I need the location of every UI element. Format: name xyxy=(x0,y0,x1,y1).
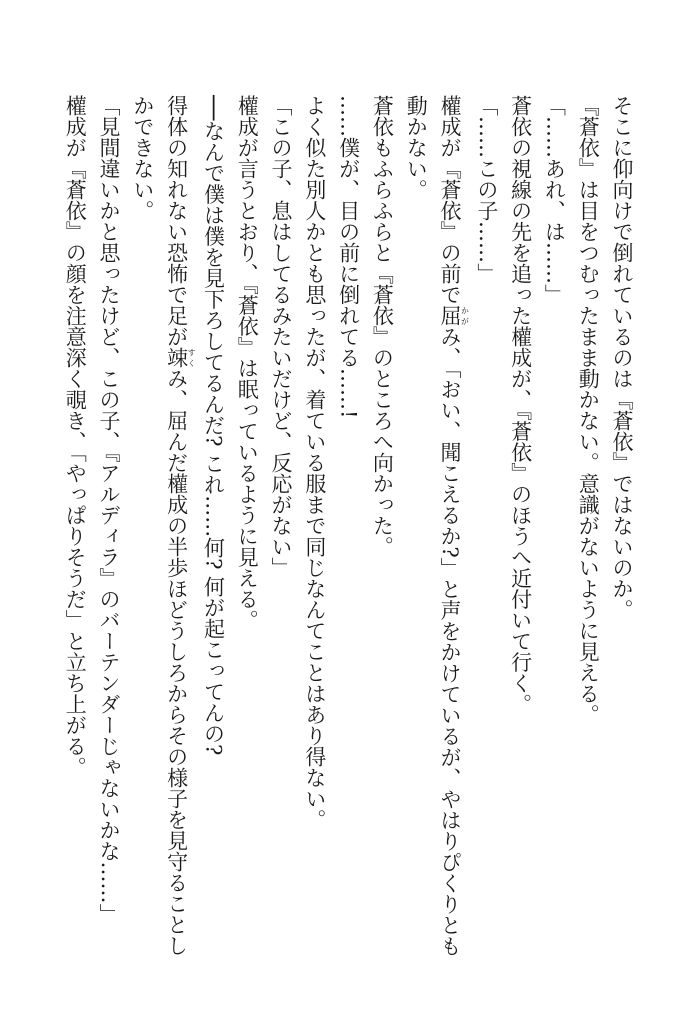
text-line: 「見間違いかと思ったけど、この子、『アルディラ』のバーテンダーじゃないかな……」 xyxy=(97,95,122,925)
furigana-ruby: 屈かが xyxy=(438,305,470,326)
text-line: 『蒼依』は目をつむったまま動かない。意識がないように見える。 xyxy=(576,95,601,725)
text-line: よく似た別人かとも思ったが、着ている服まで同じなんてことはあり得ない。 xyxy=(302,95,327,830)
text-line: 蒼依の視線の先を追った權成が、『蒼依』のほうへ近付いて行く。 xyxy=(508,95,533,715)
text-line: ──なんで僕は僕を見下ろしてるんだ? これ……何? 何が起こってんの? xyxy=(201,95,226,756)
text-line: 「……この子……」 xyxy=(474,95,499,284)
text-line: ……僕が、目の前に倒れてる……! xyxy=(336,95,361,419)
text-line: 「……あれ、は……」 xyxy=(542,95,567,305)
text-line: 「この子、息はしてるみたいだけど、反応がない」 xyxy=(269,95,294,578)
furigana-reading: すく xyxy=(187,347,197,368)
text-line: 權成が言うとおり、『蒼依』は眠っているように見える。 xyxy=(235,95,260,631)
text-line: 得体の知れない恐怖で足が竦すくみ、屈んだ權成の半歩ほどうしろからその様子を見守ることし xyxy=(164,95,197,956)
text-line: 動かない。 xyxy=(404,95,429,200)
text-line: かできない。 xyxy=(130,95,155,221)
text-line: 權成が『蒼依』の前で屈かがみ、「おい、聞こえるか?」と声をかけているが、やはりぴくりとも xyxy=(438,95,470,957)
text-line: そこに仰向けで倒れているのは『蒼依』ではないのか。 xyxy=(610,95,634,620)
vertical-text-body xyxy=(57,95,638,965)
furigana-ruby: 竦すく xyxy=(164,347,197,368)
text-line: 權成が『蒼依』の顔を注意深く覗き、「やっぱりそうだ」と立ち上がる。 xyxy=(63,95,88,778)
furigana-reading: かが xyxy=(460,305,470,326)
text-line: 蒼依もふらふらと『蒼依』のところへ向かった。 xyxy=(370,95,395,557)
